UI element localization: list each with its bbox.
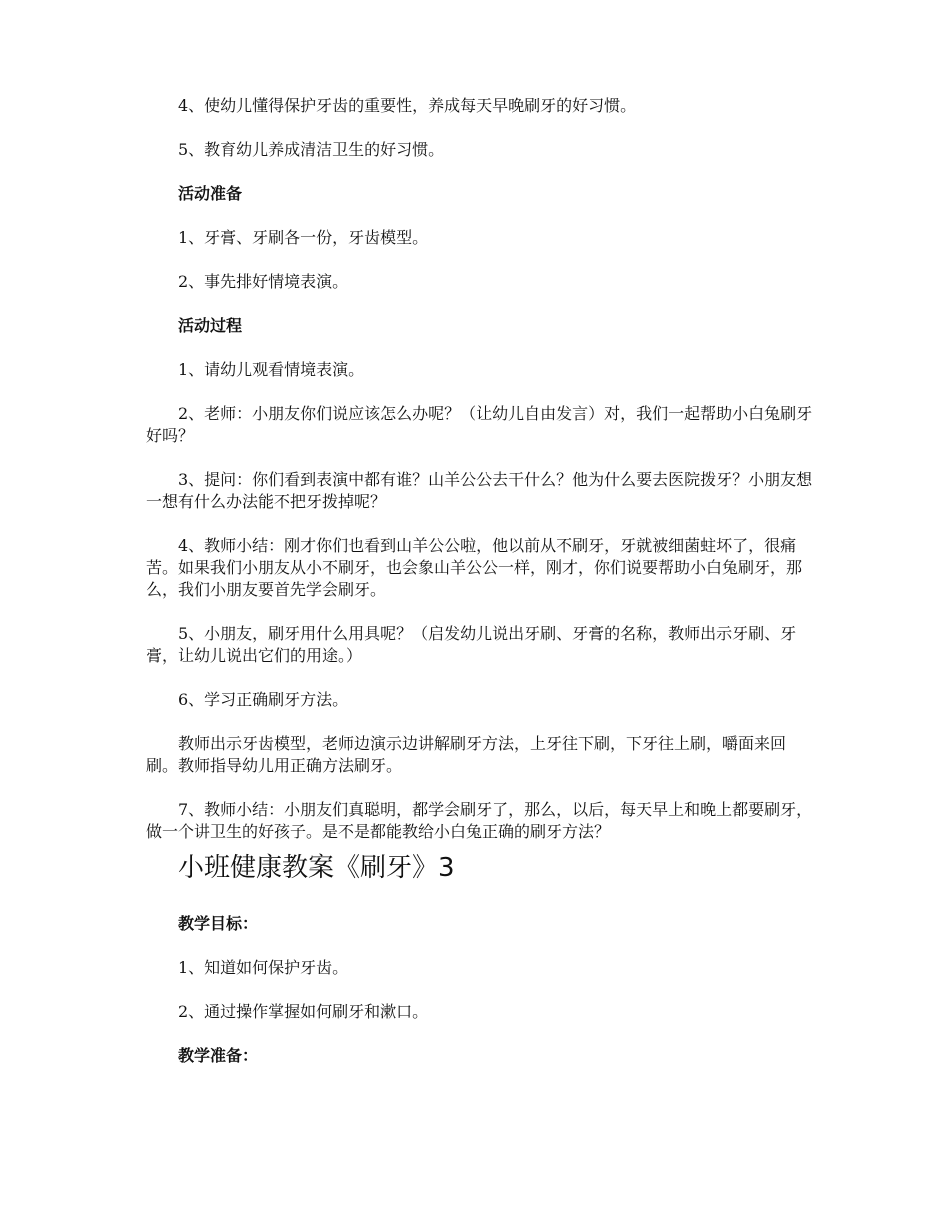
paragraph-teaching-goal-2: 2、通过操作掌握如何刷牙和漱口。 xyxy=(178,1002,429,1021)
lesson-title-3: 小班健康教案《刷牙》3 xyxy=(178,853,455,883)
document-body xyxy=(146,95,814,1067)
paragraph-process-5: 5、小朋友，刷牙用什么用具呢？（启发幼儿说出牙刷、牙膏的名称，教师出示牙刷、牙膏，让幼儿说出它们的用途。） xyxy=(146,624,797,665)
paragraph-process-1: 1、请幼儿观看情境表演。 xyxy=(178,360,365,379)
heading-teaching-prep: 教学准备： xyxy=(178,1046,259,1065)
paragraph-prep-2: 2、事先排好情境表演。 xyxy=(178,272,349,291)
heading-teaching-goals: 教学目标： xyxy=(178,914,259,933)
paragraph-process-6-detail: 教师出示牙齿模型，老师边演示边讲解刷牙方法，上牙往下刷，下牙往上刷，嚼面来回刷。教师指导幼儿用正确方法刷牙。 xyxy=(146,734,787,775)
paragraph-goal-5: 5、教育幼儿养成清洁卫生的好习惯。 xyxy=(178,140,445,159)
heading-activity-process: 活动过程 xyxy=(178,316,243,335)
paragraph-process-4: 4、教师小结：刚才你们也看到山羊公公啦，他以前从不刷牙，牙就被细菌蛀坏了，很痛苦。如果我们小朋友从小不刷牙，也会象山羊公公一样，刚才，你们说要帮助小白兔刷牙，那么，我们小朋友要首先学会刷牙。 xyxy=(146,536,803,599)
paragraph-process-7: 7、教师小结：小朋友们真聪明，都学会刷牙了，那么，以后，每天早上和晚上都要刷牙，做一个讲卫生的好孩子。是不是都能教给小白兔正确的刷牙方法？ xyxy=(146,800,813,841)
paragraph-goal-4: 4、使幼儿懂得保护牙齿的重要性，养成每天早晚刷牙的好习惯。 xyxy=(178,96,637,115)
paragraph-process-2: 2、老师：小朋友你们说应该怎么办呢？（让幼儿自由发言）对，我们一起帮助小白兔刷牙好吗？ xyxy=(146,404,813,445)
paragraph-process-3: 3、提问：你们看到表演中都有谁？山羊公公去干什么？他为什么要去医院拨牙？小朋友想一想有什么办法能不把牙拨掉呢？ xyxy=(146,470,813,511)
heading-activity-prep: 活动准备 xyxy=(178,184,243,203)
paragraph-process-6: 6、学习正确刷牙方法。 xyxy=(178,690,349,709)
paragraph-prep-1: 1、牙膏、牙刷各一份，牙齿模型。 xyxy=(178,228,429,247)
paragraph-teaching-goal-1: 1、知道如何保护牙齿。 xyxy=(178,958,349,977)
